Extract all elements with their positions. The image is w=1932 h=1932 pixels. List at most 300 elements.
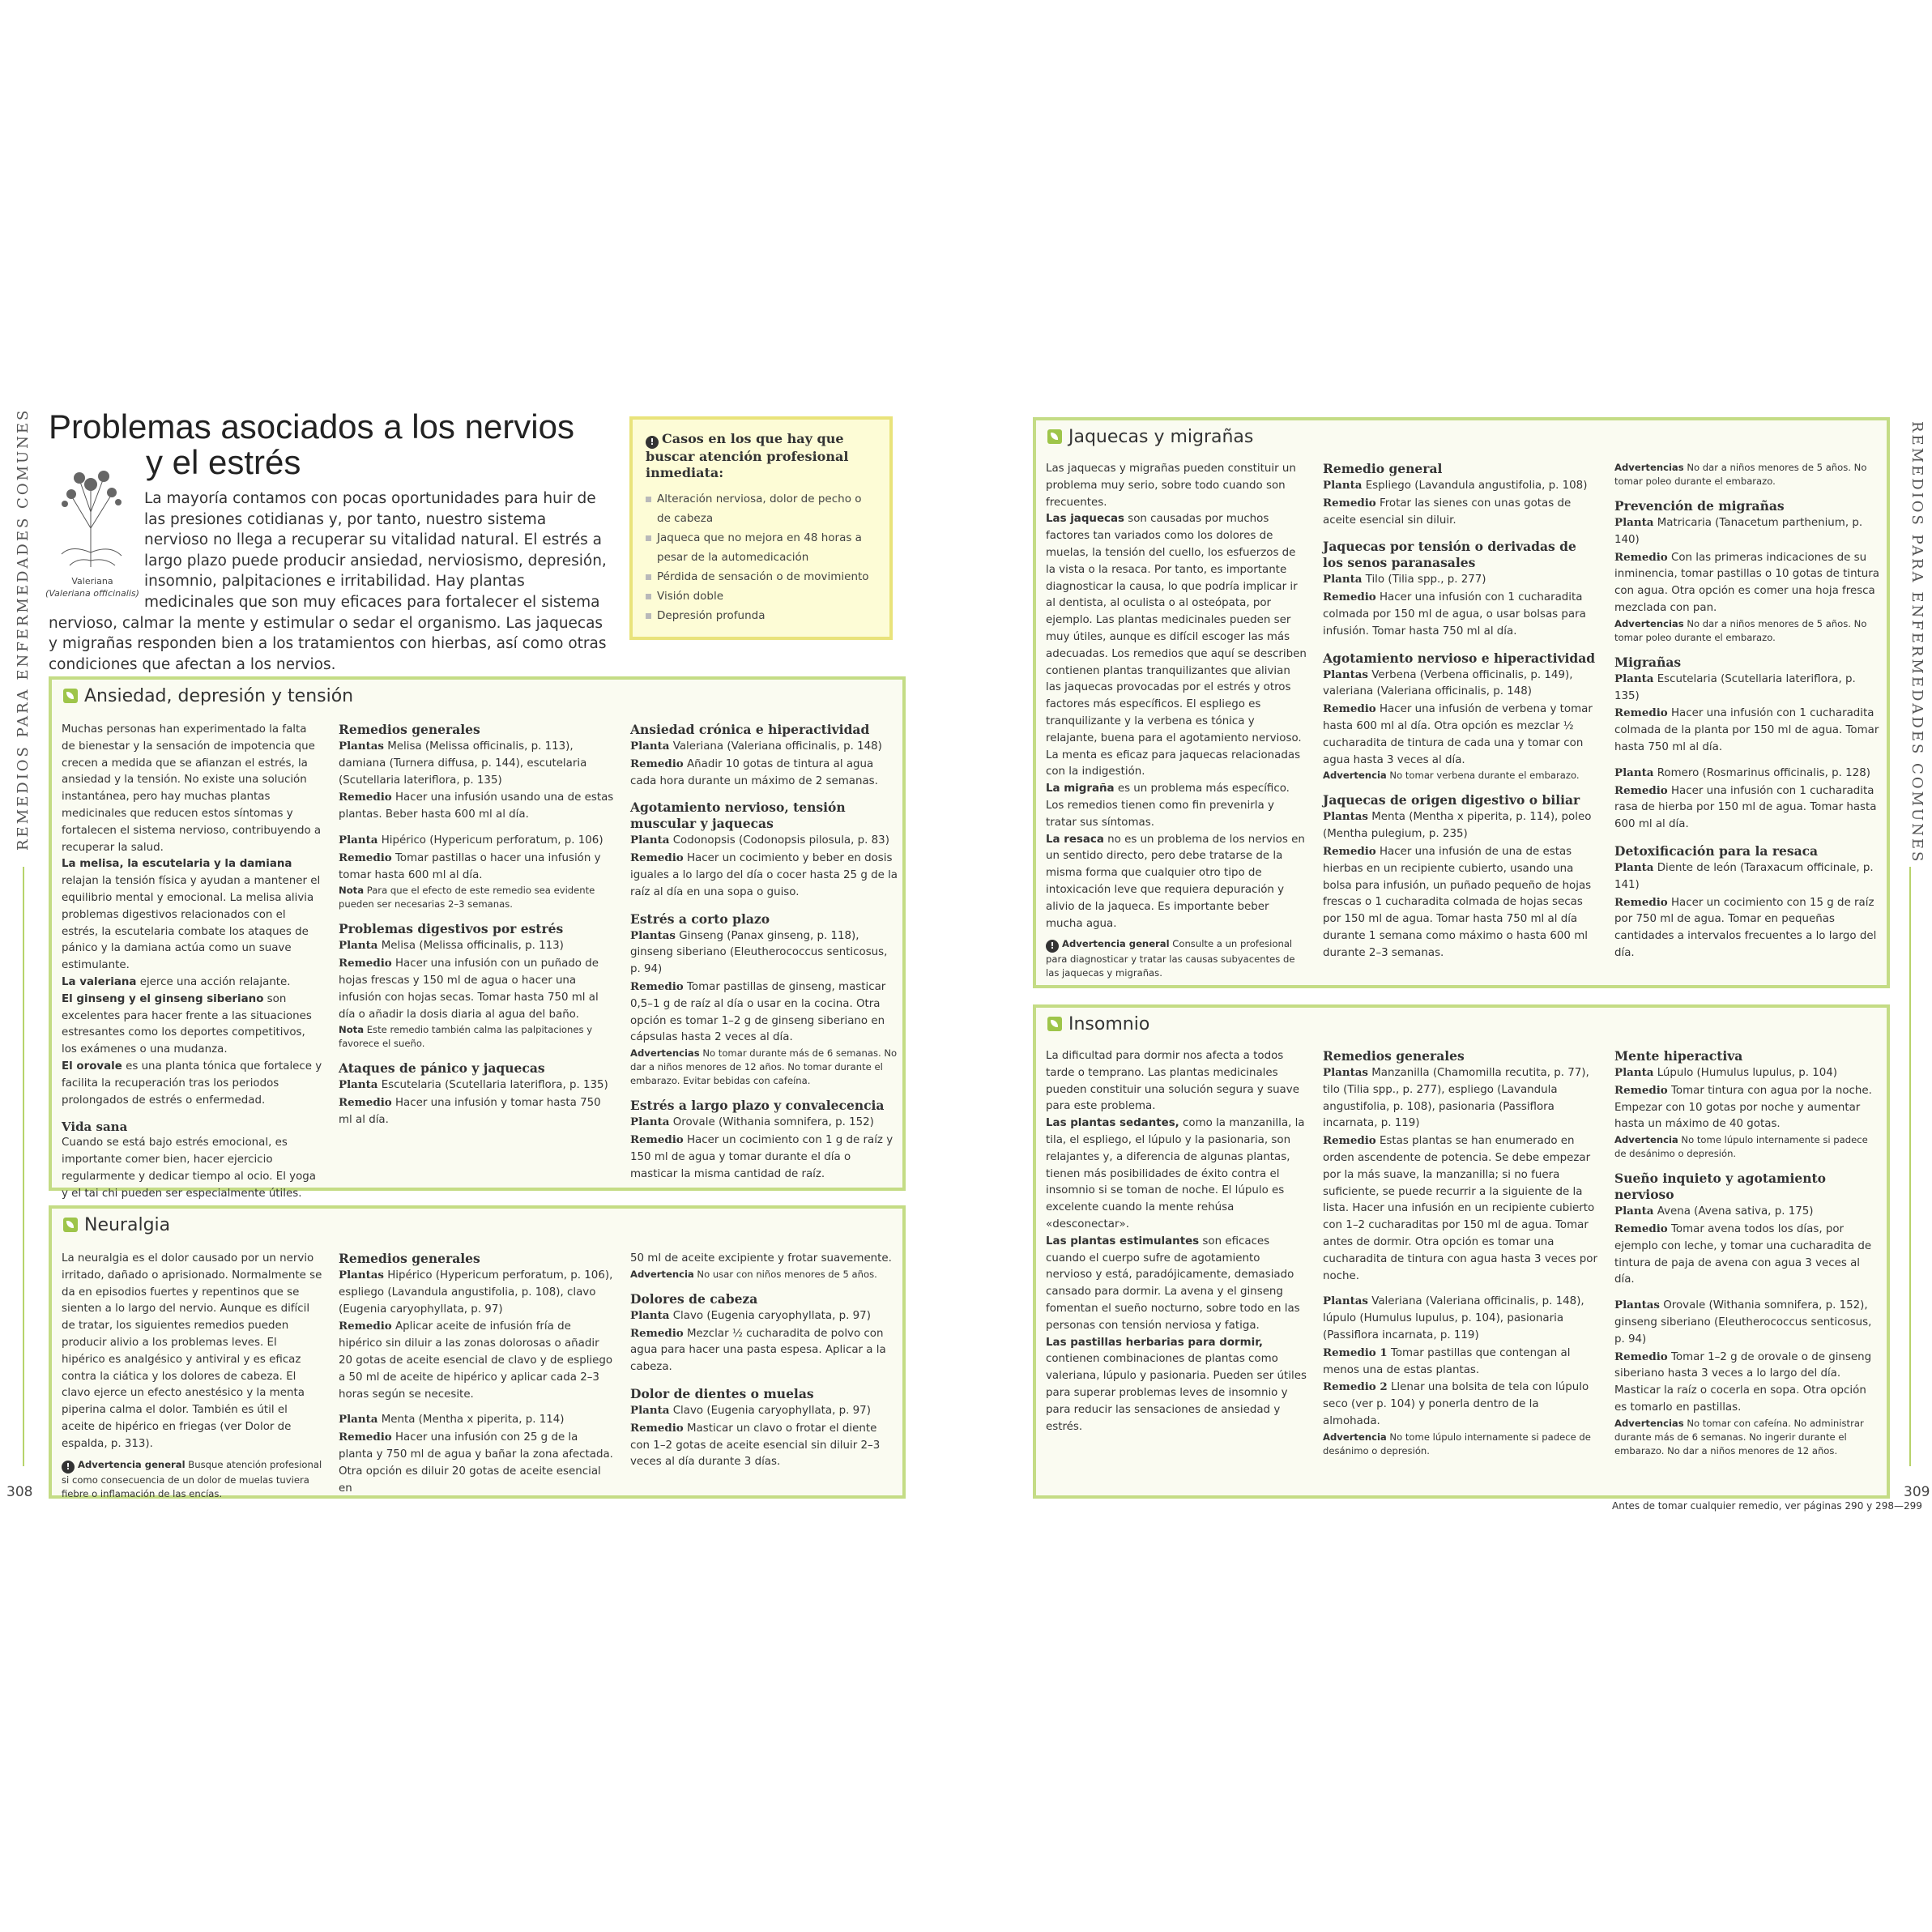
alert-item: Alteración nerviosa, dolor de pecho o de cabeza <box>646 489 876 528</box>
ansiedad-para: Cuando se está bajo estrés emocional, es importante comer bien, hacer ejercicio regularmente y dedicar tiempo al ocio. El yoga y el tai chi pueden ser especialmente útiles. <box>62 1137 317 1200</box>
subheading: Mente hiperactiva <box>1614 1048 1743 1064</box>
warning-icon: ! <box>1046 940 1059 953</box>
label: Remedio <box>630 757 684 770</box>
remedy-line <box>630 1114 898 1132</box>
section-jaquecas-title-text: Jaquecas y migrañas <box>1068 427 1254 447</box>
ansiedad-col-1 <box>62 722 322 1203</box>
label: Advertencias <box>1614 462 1684 473</box>
remedy-text: Diente de león (Taraxacum officinale, p. 141) <box>1614 861 1874 891</box>
remedy-line <box>630 928 898 979</box>
remedy-text: Tomar pastillas de ginseng, masticar 0,5–1 g de raíz al día o usar en la cocina. Otra opción es tomar 1–2 g de ginseng siberiano en cápsulas hasta 2 veces al día. <box>630 980 886 1044</box>
para-text: son eficaces cuando el cuerpo sufre de agotamiento nervioso y está, paradójicamente, demasiado cansado para dormir. La avena y el ginseng fomentan el sueño nocturno, sobre todo en las personas con tensión nerviosa y fatiga. <box>1046 1235 1300 1332</box>
remedy-line <box>1614 549 1882 617</box>
remedy-text: Estas plantas se han enumerado en orden ascendente de potencia. Se debe empezar por la más suave, la manzanilla; si no fuera suficiente, se puede recurrir a la siguiente de la lista. Hacer una infusión en un recipiente cubierto con 1–2 cucharaditas por 150 ml de agua. Tomar antes de dormir. Otra opción es tomar una cucharadita de tintura con agua hasta 3 veces por noche. <box>1323 1135 1598 1282</box>
label: Plantas <box>1323 667 1368 681</box>
alert-title-text: Casos en los que hay que buscar atención profesional inmediata: <box>646 431 849 480</box>
intro-paragraph <box>49 488 608 675</box>
remedy-text: Verbena (Verbena officinalis, p. 149), valeriana (Valeriana officinalis, p. 148) <box>1323 668 1573 698</box>
remedy-text: Mezclar ½ cucharadita de polvo con agua para hacer una pasta espesa. Aplicar a la cabeza. <box>630 1327 886 1374</box>
ansiedad-para <box>62 975 322 992</box>
bold-term: Las pastillas herbarias para dormir, <box>1046 1336 1263 1349</box>
remedy-line <box>1614 671 1882 706</box>
alert-item: Pérdida de sensación o de movimiento <box>646 567 876 586</box>
remedy-line <box>1323 589 1598 640</box>
section-ansiedad-title <box>63 686 353 706</box>
remedy-text: Hacer una infusión de verbena y tomar hasta 600 ml al día. Otra opción es mezclar ½ cucharadita de tintura de cada una y tomar con agua hasta 3 veces al día. <box>1323 703 1593 766</box>
remedy-text: Hacer una infusión y tomar hasta 750 ml al día. <box>339 1097 601 1126</box>
remedy-line <box>630 1420 898 1471</box>
label: Advertencias <box>1614 617 1684 629</box>
jaquecas-para <box>1046 832 1307 933</box>
label: Plantas <box>339 1269 384 1282</box>
para-text: relajan la tensión física y ayudan a mantener el equilibrio mental y emocional. La melisa alivia problemas digestivos relacionados con el estrés, la escutelaria combate los ataques de pánico y la damiana actúa como un suave estimulante. <box>62 875 321 972</box>
label: Planta <box>1323 573 1363 586</box>
plant-caption-name: Valeriana <box>71 576 113 586</box>
para-text: es una planta tónica que fortalece y facilita la recuperación tras los periodos prolongados de estrés o enfermedad. <box>62 1060 322 1107</box>
remedy-line <box>1614 1221 1882 1289</box>
subheading: Remedios generales <box>1323 1048 1465 1064</box>
jaquecas-col-2 <box>1323 461 1598 962</box>
label: Remedio <box>339 1320 392 1333</box>
spine-left-text: REMEDIOS PARA ENFERMEDADES COMUNES <box>15 407 32 851</box>
remedy-line <box>339 955 614 1023</box>
remedy-text: Melisa (Melissa officinalis, p. 113), damiana (Turnera diffusa, p. 144), escutelaria (Scutellaria lateriflora, p. 135) <box>339 740 587 787</box>
remedy-text: Orovale (Withania somnifera, p. 152), ginseng siberiano (Eleutherococcus senticosus, p. 94) <box>1614 1299 1872 1346</box>
note-line <box>1323 1431 1598 1458</box>
neuralgia-col-2 <box>339 1251 614 1497</box>
remedy-text: Tomar pastillas o hacer una infusión y tomar hasta 600 ml al día. <box>339 851 601 881</box>
remedy-line <box>630 832 898 850</box>
label: Remedio <box>630 1326 684 1340</box>
remedy-line <box>1323 701 1598 769</box>
label: Planta <box>1614 860 1654 874</box>
remedy-line <box>1614 1349 1882 1417</box>
subheading: Remedios generales <box>339 1251 480 1266</box>
leaf-icon <box>63 1218 78 1232</box>
remedy-line <box>339 832 614 850</box>
remedy-text: Valeriana (Valeriana officinalis, p. 148) <box>669 740 882 753</box>
remedy-text: Menta (Mentha x piperita, p. 114), poleo (Mentha pulegium, p. 235) <box>1323 811 1592 841</box>
subheading: Sueño inquieto y agotamiento nervioso <box>1614 1171 1826 1203</box>
warning-line <box>1046 937 1307 980</box>
insomnio-col-2 <box>1323 1048 1598 1458</box>
bold-term: Las plantas sedantes, <box>1046 1117 1179 1130</box>
subheading: Detoxificación para la resaca <box>1614 842 1819 859</box>
remedy-line <box>1614 859 1882 894</box>
note-text: No tomar durante más de 6 semanas. No dar a niños menores de 12 años. No tomar durante el embarazo. Evitar bebidas con cafeína. <box>630 1047 898 1087</box>
leaf-icon <box>1047 1017 1062 1031</box>
subheading: Problemas digestivos por estrés <box>339 921 564 937</box>
remedy-text: Aplicar aceite de infusión fría de hipérico sin diluir a las zonas dolorosas o añadir 20 gotas de aceite esencial de clavo y de espliego a 50 ml de aceite de hipérico y aplicar cada 2–3 horas según se necesite. <box>339 1320 613 1401</box>
intro-float-spacer <box>49 488 144 610</box>
note-line <box>339 1023 614 1051</box>
label: Remedio <box>630 851 684 865</box>
subheading: Ansiedad crónica e hiperactividad <box>630 722 870 737</box>
remedy-line <box>1323 1345 1598 1380</box>
label: Remedio <box>1614 1350 1668 1363</box>
note-line <box>1614 617 1882 645</box>
ansiedad-col-3 <box>630 722 898 1183</box>
remedy-line <box>1323 495 1598 530</box>
alert-list <box>646 489 876 625</box>
bold-term: Las plantas estimulantes <box>1046 1235 1200 1247</box>
label: Remedio <box>1323 496 1376 510</box>
jaquecas-para <box>1046 781 1307 831</box>
warning-text: Busque atención profesional si como consecuencia de un dolor de muelas tuviera fiebre o inflamación de las encías. <box>62 1458 322 1499</box>
jaquecas-para <box>1046 511 1307 781</box>
remedy-text: Hacer un cocimiento con 1 g de raíz y 150 ml de agua y tomar durante el día o masticar la misma cantidad de raíz. <box>630 1133 893 1180</box>
remedy-text: Tilo (Tilia spp., p. 277) <box>1362 574 1486 586</box>
label: Planta <box>1614 1205 1654 1218</box>
label: Planta <box>339 1078 378 1092</box>
para-text: es un problema más específico. Los remedios tienen como fin prevenirla y tratar sus síntomas. <box>1046 783 1290 829</box>
label: Plantas <box>1323 810 1368 824</box>
label: Remedio <box>339 851 392 864</box>
note-text: No dar a niños menores de 5 años. No tomar poleo durante el embarazo. <box>1614 462 1867 487</box>
remedy-line <box>630 850 898 901</box>
remedy-text: Tomar avena todos los días, por ejemplo con leche, y tomar una cucharadita de tintura de paja de avena con agua 3 veces al día. <box>1614 1222 1872 1286</box>
neuralgia-col-1 <box>62 1251 322 1501</box>
label: Remedio <box>1614 706 1668 720</box>
remedy-line <box>630 979 898 1047</box>
note-line <box>630 1268 898 1282</box>
section-jaquecas-title <box>1047 427 1253 447</box>
label: Planta <box>630 1115 670 1129</box>
neuralgia-col-3 <box>630 1251 898 1471</box>
bold-term: La melisa, la escutelaria y la damiana <box>62 858 292 871</box>
remedy-text: Añadir 10 gotas de tintura al agua cada hora durante un máximo de 2 semanas. <box>630 757 878 787</box>
label: Remedio <box>1614 895 1668 909</box>
remedy-text: Hacer un cocimiento y beber en dosis iguales a lo largo del día o cocer hasta 25 g de la raíz al día en una sopa o guiso. <box>630 852 898 898</box>
insomnio-col-3 <box>1614 1048 1882 1458</box>
subheading: Estrés a largo plazo y convalecencia <box>630 1098 885 1114</box>
note-text: No usar con niños menores de 5 años. <box>693 1268 877 1280</box>
label: Planta <box>630 1308 670 1322</box>
subheading: Jaquecas de origen digestivo o biliar <box>1323 792 1580 808</box>
label: Advertencia <box>1614 1134 1678 1146</box>
remedy-text: Hipérico (Hypericum perforatum, p. 106) <box>377 834 603 847</box>
section-ansiedad <box>49 676 906 1200</box>
jaquecas-col-3 <box>1614 461 1882 962</box>
section-insomnio-title-text: Insomnio <box>1068 1014 1150 1034</box>
note-text: No tomar con cafeína. No administrar durante más de 6 semanas. No ingerir durante el embarazo. No dar a niños menores de 12 años. <box>1614 1417 1864 1456</box>
label: Planta <box>1323 479 1363 492</box>
remedy-text: Llenar una bolsita de tela con lúpulo seco (ver p. 104) y ponerla dentro de la almohada. <box>1323 1381 1589 1427</box>
label: Remedio 1 <box>1323 1346 1388 1359</box>
remedy-line <box>1323 843 1598 962</box>
remedy-line <box>339 1077 614 1094</box>
remedy-text: Espliego (Lavandula angustifolia, p. 108) <box>1362 480 1588 492</box>
warning-text: Consulte a un profesional para diagnosticar y tratar las causas subyacentes de las jaquecas y migrañas. <box>1046 938 1295 979</box>
remedy-text: Lúpulo (Humulus lupulus, p. 104) <box>1653 1067 1837 1079</box>
remedy-line <box>1323 667 1598 702</box>
label: Remedio <box>339 1096 392 1110</box>
label: Remedio <box>339 1431 392 1444</box>
remedy-line <box>1323 1293 1598 1344</box>
label: Remedio <box>630 1421 684 1435</box>
label: Remedio <box>1323 591 1376 604</box>
remedy-text: Manzanilla (Chamomilla recutita, p. 77), tilo (Tilia spp., p. 277), espliego (Lavandula angustifolia, p. 108), pasionaria (Passiflora incarnata, p. 119) <box>1323 1067 1589 1130</box>
note-text: No dar a niños menores de 5 años. No tomar poleo durante el embarazo. <box>1614 617 1867 643</box>
remedy-text: Escutelaria (Scutellaria lateriflora, p. 135) <box>1614 672 1856 702</box>
remedy-line <box>1614 1064 1882 1082</box>
remedy-text: 50 ml de aceite excipiente y frotar suavemente. <box>630 1252 892 1265</box>
remedy-line <box>339 850 614 885</box>
subheading: Migrañas <box>1614 654 1682 670</box>
subheading: Jaquecas por tensión o derivadas de los senos paranasales <box>1323 539 1576 571</box>
remedy-text: Escutelaria (Scutellaria lateriflora, p. 135) <box>377 1079 608 1092</box>
remedy-line <box>339 1318 614 1403</box>
remedy-text: Ginseng (Panax ginseng, p. 118), ginseng siberiano (Eleutherococcus senticosus, p. 94) <box>630 929 888 976</box>
spine-right-text: REMEDIOS PARA ENFERMEDADES COMUNES <box>1909 421 1926 864</box>
remedy-line <box>339 1267 614 1318</box>
section-insomnio-title <box>1047 1014 1149 1034</box>
remedy-text: Matricaria (Tanacetum parthenium, p. 140) <box>1614 517 1863 546</box>
label: Planta <box>630 834 670 847</box>
alert-item: Depresión profunda <box>646 606 876 625</box>
remedy-text: Tomar pastillas que contengan al menos una de estas plantas. <box>1323 1346 1571 1376</box>
spine-left <box>6 407 39 859</box>
label: Planta <box>339 939 378 953</box>
subheading: Dolores de cabeza <box>630 1290 758 1307</box>
bold-term: El orovale <box>62 1060 122 1073</box>
remedy-line <box>1614 1203 1882 1221</box>
bold-term: La resaca <box>1046 833 1104 846</box>
label: Nota <box>339 1024 365 1036</box>
remedy-text: Hacer una infusión con 1 cucharadita rasa de hierba por 150 ml de agua. Tomar hasta 600 ml al día. <box>1614 784 1877 831</box>
note-line <box>630 1047 898 1088</box>
remedy-text: Masticar un clavo o frotar el diente con 1–2 gotas de aceite esencial sin diluir 2–3 veces al día durante 3 días. <box>630 1422 881 1469</box>
remedy-text: Melisa (Melissa officinalis, p. 113) <box>377 940 564 953</box>
remedy-text: Frotar las sienes con unas gotas de aceite esencial sin diluir. <box>1323 497 1572 527</box>
note-text: No tome lúpulo internamente si padece de desánimo o depresión. <box>1323 1431 1591 1456</box>
page-title-line1: Problemas asociados a los nervios <box>49 407 574 446</box>
bold-term: Las jaquecas <box>1046 513 1124 526</box>
para-text: son excelentes para hacer frente a las situaciones estresantes como los deportes competitivos, los exámenes o una mudanza. <box>62 992 312 1056</box>
remedy-line <box>1614 783 1882 834</box>
subheading: Agotamiento nervioso e hiperactividad <box>1323 650 1596 666</box>
remedy-text: Hacer una infusión de una de estas hierbas en un recipiente cubierto, usando una bolsa para infusión, un puñado pequeño de hojas frescas o 1 cucharadita colmada de hojas secas por 150 ml de agua. Tomar hasta 750 ml al día durante 1 semana como máximo o hasta 600 ml durante 2–3 semanas. <box>1323 845 1592 959</box>
remedy-line <box>1614 1297 1882 1348</box>
label: Remedio <box>1323 844 1376 858</box>
label: Planta <box>1614 1066 1654 1079</box>
label: Remedio <box>1614 783 1668 797</box>
label: Remedio <box>1323 1134 1376 1148</box>
remedy-line <box>1614 1082 1882 1133</box>
remedy-text: Valeriana (Valeriana officinalis, p. 148), lúpulo (Humulus lupulus, p. 104), pasionaria (Passiflora incarnata, p. 119) <box>1323 1295 1584 1341</box>
subheading: Dolor de dientes o muelas <box>630 1385 814 1401</box>
leaf-icon <box>63 689 78 703</box>
bold-term: El ginseng y el ginseng siberiano <box>62 992 264 1005</box>
remedy-line <box>339 1411 614 1429</box>
jaquecas-col-1 <box>1046 461 1307 980</box>
remedy-text: Hacer un cocimiento con 15 g de raíz por 750 ml de agua. Tomar en pequeñas cantidades a intervalos frecuentes a lo largo del día. <box>1614 896 1877 959</box>
para-text: no es un problema de los nervios en un sentido directo, pero debe tratarse de la misma forma que cualquier otro tipo de intoxicación leve que requiera depuración y alivio de la jaqueca. Es importante beber mucha agua. <box>1046 833 1305 930</box>
insomnio-para <box>1046 1335 1307 1436</box>
label: Planta <box>339 833 378 847</box>
note-line <box>339 884 614 911</box>
label: Remedio <box>1323 702 1376 716</box>
ansiedad-para <box>62 1059 322 1109</box>
label: Advertencia general <box>78 1458 186 1470</box>
label: Remedio <box>339 957 392 970</box>
label: Plantas <box>339 740 384 753</box>
remedy-text: Clavo (Eugenia caryophyllata, p. 97) <box>669 1404 871 1417</box>
spine-right <box>1900 421 1932 864</box>
remedy-line <box>630 1307 898 1325</box>
remedy-line <box>339 1094 614 1129</box>
label: Planta <box>630 740 670 753</box>
note-line <box>1614 1133 1882 1161</box>
remedy-line <box>1614 894 1882 962</box>
subheading: Remedio general <box>1323 461 1443 476</box>
label: Planta <box>1614 516 1654 529</box>
remedy-text: Hacer una infusión con 1 cucharadita colmada de la planta por 150 ml de agua. Tomar hasta 750 ml al día. <box>1614 707 1879 753</box>
remedy-text: Orovale (Withania somnifera, p. 152) <box>669 1116 874 1129</box>
remedy-text: Hipérico (Hypericum perforatum, p. 106), espliego (Lavandula angustifolia, p. 108), clavo (Eugenia caryophyllata, p. 97) <box>339 1269 613 1316</box>
footer-note: Antes de tomar cualquier remedio, ver páginas 290 y 298—299 <box>1612 1500 1922 1512</box>
remedy-line <box>1323 1064 1598 1132</box>
remedy-text: Tomar 1–2 g de orovale o de ginseng siberiano hasta 3 veces a lo largo del día. Masticar la raíz o cocerla en sopa. Otra opción es tomarlo en pastillas. <box>1614 1350 1872 1414</box>
warning-icon: ! <box>62 1461 75 1474</box>
ansiedad-para: Muchas personas han experimentado la falta de bienestar y la sensación de impotencia que crecen a medida que se afianzan el estrés, la ansiedad y la tensión. No existe una solución instantánea, pero hay muchas plantas medicinales que reducen estos síntomas y fortalecen el sistema nervioso, contribuyendo a recuperar la salud. <box>62 723 322 854</box>
vine-ornament-left <box>23 867 24 1466</box>
section-insomnio <box>1033 1004 1890 1499</box>
remedy-line <box>1323 477 1598 495</box>
ansiedad-para <box>62 856 322 975</box>
remedy-line <box>339 789 614 824</box>
subheading: Agotamiento nervioso, tensión muscular y jaquecas <box>630 800 846 832</box>
remedy-text: Hacer una infusión con 1 cucharadita colmada por 150 ml de agua, o usar bolsas para infusión. Tomar hasta 750 ml al día. <box>1323 591 1586 638</box>
subheading: Prevención de migrañas <box>1614 498 1785 514</box>
remedy-text: Avena (Avena sativa, p. 175) <box>1653 1205 1814 1218</box>
remedy-line <box>1323 808 1598 843</box>
label: Plantas <box>1323 1294 1368 1308</box>
neuralgia-para: La neuralgia es el dolor causado por un nervio irritado, dañado o aprisionado. Normalmente se da en episodios fuertes y repentinos que se sienten a lo largo del nervio. Aunque es difícil de tratar, los siguientes remedios pueden producir alivio a los problemas leves. El hipérico es analgésico y antiviral y es eficaz contra la ciática y los dolores de cabeza. El clavo ejerce un efecto anestésico y la menta piperina calma el dolor. También es útil el aceite de hipérico en friegas (ver Dolor de espalda, p. 313). <box>62 1252 322 1450</box>
label: Advertencia <box>1323 1431 1387 1443</box>
note-text: No tome lúpulo internamente si padece de desánimo o depresión. <box>1614 1134 1868 1160</box>
remedy-text: Clavo (Eugenia caryophyllata, p. 97) <box>669 1309 871 1322</box>
page-number-left: 308 <box>6 1484 33 1500</box>
note-line <box>1614 1417 1882 1458</box>
page-number-right: 309 <box>1904 1484 1930 1500</box>
remedy-text: Tomar tintura con agua por la noche. Empezar con 10 gotas por noche y aumentar hasta un máximo de 40 gotas. <box>1614 1084 1872 1131</box>
remedy-line <box>1323 1132 1598 1285</box>
remedy-line <box>1323 571 1598 589</box>
note-line <box>1323 769 1598 783</box>
remedy-line <box>630 738 898 756</box>
label: Advertencia <box>1323 770 1387 782</box>
note-text: Para que el efecto de este remedio sea evidente pueden ser necesarias 2–3 semanas. <box>339 885 595 911</box>
subheading: Estrés a corto plazo <box>630 911 770 927</box>
subheading: Remedios generales <box>339 722 480 737</box>
remedy-text: Hacer una infusión con 25 g de la planta y 750 ml de agua y bañar la zona afectada. Otra opción es diluir 20 gotas de aceite esencial en <box>339 1431 613 1495</box>
label: Remedio 2 <box>1323 1380 1388 1394</box>
label: Plantas <box>1323 1066 1368 1079</box>
bold-term: La valeriana <box>62 975 137 988</box>
plant-caption-latin: (Valeriana officinalis) <box>45 588 139 599</box>
remedy-line <box>339 1429 614 1497</box>
label: Plantas <box>1614 1299 1660 1312</box>
label: Advertencia <box>630 1268 694 1280</box>
label: Planta <box>339 1413 378 1427</box>
para-text: como la manzanilla, la tila, el espliego, el lúpulo y la pasionaria, son relajantes y, a diferencia de algunas plantas, tienen más posibilidades de éxito contra el insomnio si se toman de noche. El lúpulo es excelente cuando la mente rehúsa «desconectar». <box>1046 1117 1305 1230</box>
section-ansiedad-title-text: Ansiedad, depresión y tensión <box>84 686 354 706</box>
section-neuralgia-title <box>63 1215 170 1235</box>
remedy-text: Codonopsis (Codonopsis pilosula, p. 83) <box>669 834 889 847</box>
label: Planta <box>1614 766 1654 779</box>
remedy-line <box>339 738 614 789</box>
label: Planta <box>1614 672 1654 685</box>
warning-line <box>62 1458 322 1501</box>
ansiedad-para <box>62 992 322 1059</box>
insomnio-para <box>1046 1234 1307 1335</box>
remedy-line <box>1614 765 1882 783</box>
remedy-text: Menta (Mentha x piperita, p. 114) <box>377 1414 565 1427</box>
section-neuralgia-title-text: Neuralgia <box>84 1215 171 1235</box>
label: Nota <box>339 885 365 897</box>
insomnio-col-1 <box>1046 1048 1307 1435</box>
remedy-line <box>630 1325 898 1376</box>
leaf-icon <box>1047 429 1062 444</box>
remedy-text: Hacer una infusión usando una de estas plantas. Beber hasta 600 ml al día. <box>339 791 614 821</box>
label: Advertencias <box>1614 1417 1684 1429</box>
remedy-text: Hacer una infusión con un puñado de hojas frescas y 150 ml de agua o hacer una infusión con hojas secas. Tomar hasta 750 ml al día o añadir la dosis diaria al agua del baño. <box>339 957 599 1021</box>
label: Remedio <box>630 979 684 993</box>
ansiedad-col-2 <box>339 722 614 1129</box>
label: Remedio <box>1614 550 1668 564</box>
remedy-line <box>630 1132 898 1183</box>
remedy-line <box>630 1402 898 1420</box>
para-text: ejerce una acción relajante. <box>136 975 291 988</box>
remedy-text: Romero (Rosmarinus officinalis, p. 128) <box>1653 766 1870 779</box>
note-text: Este remedio también calma las palpitaciones y favorece el sueño. <box>339 1024 593 1050</box>
remedy-line <box>1614 705 1882 756</box>
page-title-line2: y el estrés <box>146 443 301 481</box>
label: Plantas <box>630 928 676 942</box>
insomnio-para: La dificultad para dormir nos afecta a todos tarde o temprano. Las plantas medicinales pueden constituir una solución segura y suave para este problema. <box>1046 1050 1299 1113</box>
para-text: son causadas por muchos factores tan variados como los dolores de muelas, la tensión del cuello, los esfuerzos de la vista o la resaca. Por tanto, es importante diagnosticar la causa, lo que podría implicar ir al dentista, al oculista o al osteópata, por ejemplo. Las plantas medicinales pueden ser muy útiles, aunque es difícil escoger las más adecuadas. Los remedios que aquí se describen contienen plantas tranquilizantes que alivian las jaquecas provocadas por el estrés y otros factores más específicos. El espliego es tranquilizante y la verbena es tónica y relajante, buena para el agotamiento nervioso. La menta es eficaz para jaquecas relacionadas con la indigestión. <box>1046 513 1307 778</box>
alert-item: Visión doble <box>646 586 876 606</box>
alert-title <box>646 431 876 481</box>
para-text: contienen combinaciones de plantas como valeriana, lúpulo y pasionaria. Pueden ser útiles para superar problemas leves de insomnio y para reducir las sensaciones de ansiedad y estrés. <box>1046 1353 1307 1433</box>
intro-text: La mayoría contamos con pocas oportunidades para huir de las presiones cotidianas y, por tanto, nuestro sistema nervioso no llega a recuperar su vitalidad natural. El estrés a largo plazo puede producir ansiedad, nerviosismo, depresión, insomnio, palpitaciones e irritabilidad. Hay plantas medicinales que son muy eficaces para fortalecer el sistema nervioso, calmar la mente y estimular o sedar el organismo. Las jaquecas y migrañas responden bien a los tratamientos con hierbas, así como otras condiciones que afectan a los nervios. <box>49 490 607 673</box>
subheading: Ataques de pánico y jaquecas <box>339 1060 545 1077</box>
alert-item: Jaqueca que no mejora en 48 horas a pesar de la automedicación <box>646 528 876 567</box>
remedy-line <box>1614 514 1882 549</box>
label: Remedio <box>1614 1222 1668 1235</box>
section-jaquecas <box>1033 417 1890 988</box>
note-line <box>1614 461 1882 488</box>
remedy-text: Con las primeras indicaciones de su inminencia, tomar pastillas o 10 gotas de tintura con agua. Otra opción es comer una hoja fresca mezclada con pan. <box>1614 551 1879 614</box>
label: Advertencias <box>630 1047 700 1060</box>
insomnio-para <box>1046 1115 1307 1234</box>
remedy-line <box>339 937 614 955</box>
warning-icon: ! <box>646 436 659 449</box>
vine-ornament-right <box>1909 867 1911 1466</box>
subheading: Vida sana <box>62 1120 128 1135</box>
label: Remedio <box>339 791 392 804</box>
bold-term: La migraña <box>1046 783 1115 795</box>
label: Planta <box>630 1403 670 1417</box>
label: Advertencia general <box>1062 938 1170 950</box>
remedy-line <box>1323 1379 1598 1430</box>
label: Remedio <box>1614 1083 1668 1097</box>
jaquecas-para: Las jaquecas y migrañas pueden constituir un problema muy serio, sobre todo cuando son frecuentes. <box>1046 463 1296 509</box>
section-neuralgia <box>49 1205 906 1499</box>
professional-attention-box <box>629 416 893 640</box>
label: Remedio <box>630 1132 684 1146</box>
